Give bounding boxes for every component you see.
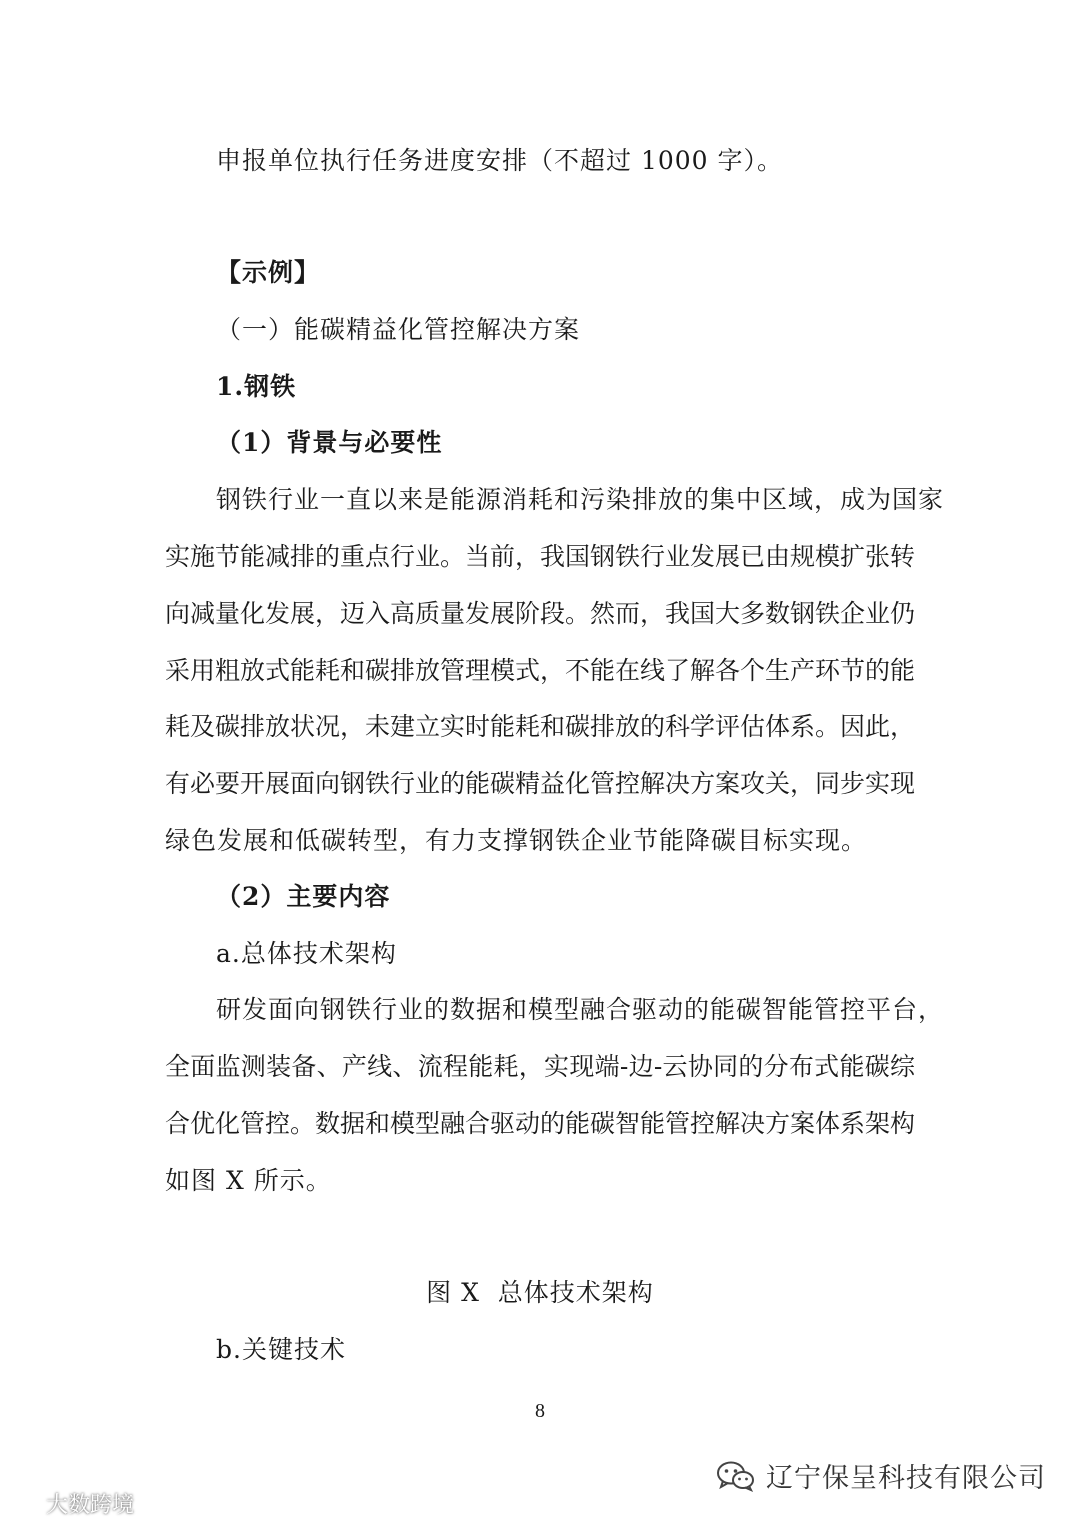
- body-line: 合优化管控。数据和模型融合驱动的能碳智能管控解决方案体系架构: [165, 1109, 916, 1138]
- intro-text: 申报单位执行任务进度安排（不超过 1000 字）。: [216, 146, 784, 175]
- body-line: 如图 X 所示。: [165, 1166, 332, 1195]
- background-line: 绿色发展和低碳转型，有力支撑钢铁企业节能降碳目标实现。: [165, 826, 868, 855]
- body-line: 全面监测装备、产线、流程能耗，实现端-边-云协同的分布式能碳综: [165, 1052, 915, 1081]
- body-line: 研发面向钢铁行业的数据和模型融合驱动的能碳智能管控平台，: [216, 995, 945, 1024]
- subsection-title: 1.钢铁: [216, 372, 297, 401]
- background-line: 耗及碳排放状况，未建立实时能耗和碳排放的科学评估体系。因此，: [165, 712, 916, 741]
- background-line: 向减量化发展，迈入高质量发展阶段。然而，我国大多数钢铁企业仍: [165, 599, 916, 628]
- background-line: 采用粗放式能耗和碳排放管理模式，不能在线了解各个生产环节的能: [165, 656, 916, 685]
- wechat-icon: [716, 1460, 756, 1492]
- item-b-title: b.关键技术: [216, 1335, 346, 1364]
- background-line: 钢铁行业一直以来是能源消耗和污染排放的集中区域，成为国家: [216, 485, 945, 514]
- figure-caption: 图 X 总体技术架构: [426, 1278, 654, 1307]
- heading-main-content: （2）主要内容: [216, 882, 391, 911]
- watermark-left-text: 大数跨境: [46, 1493, 135, 1518]
- item-a-title: a.总体技术架构: [216, 939, 397, 968]
- watermark-right-text: 辽宁保呈科技有限公司: [766, 1463, 1046, 1494]
- page-number: 8: [535, 1400, 545, 1422]
- section-title: （一）能碳精益化管控解决方案: [216, 315, 581, 344]
- watermark-right: [716, 1456, 1046, 1495]
- example-label: 【示例】: [216, 258, 321, 287]
- background-line: 实施节能减排的重点行业。当前，我国钢铁行业发展已由规模扩张转: [165, 542, 916, 571]
- weibo-style-logo-icon: [6, 1492, 40, 1516]
- heading-background: （1）背景与必要性: [216, 428, 443, 457]
- watermark-left: [6, 1488, 134, 1519]
- background-line: 有必要开展面向钢铁行业的能碳精益化管控解决方案攻关，同步实现: [165, 769, 916, 798]
